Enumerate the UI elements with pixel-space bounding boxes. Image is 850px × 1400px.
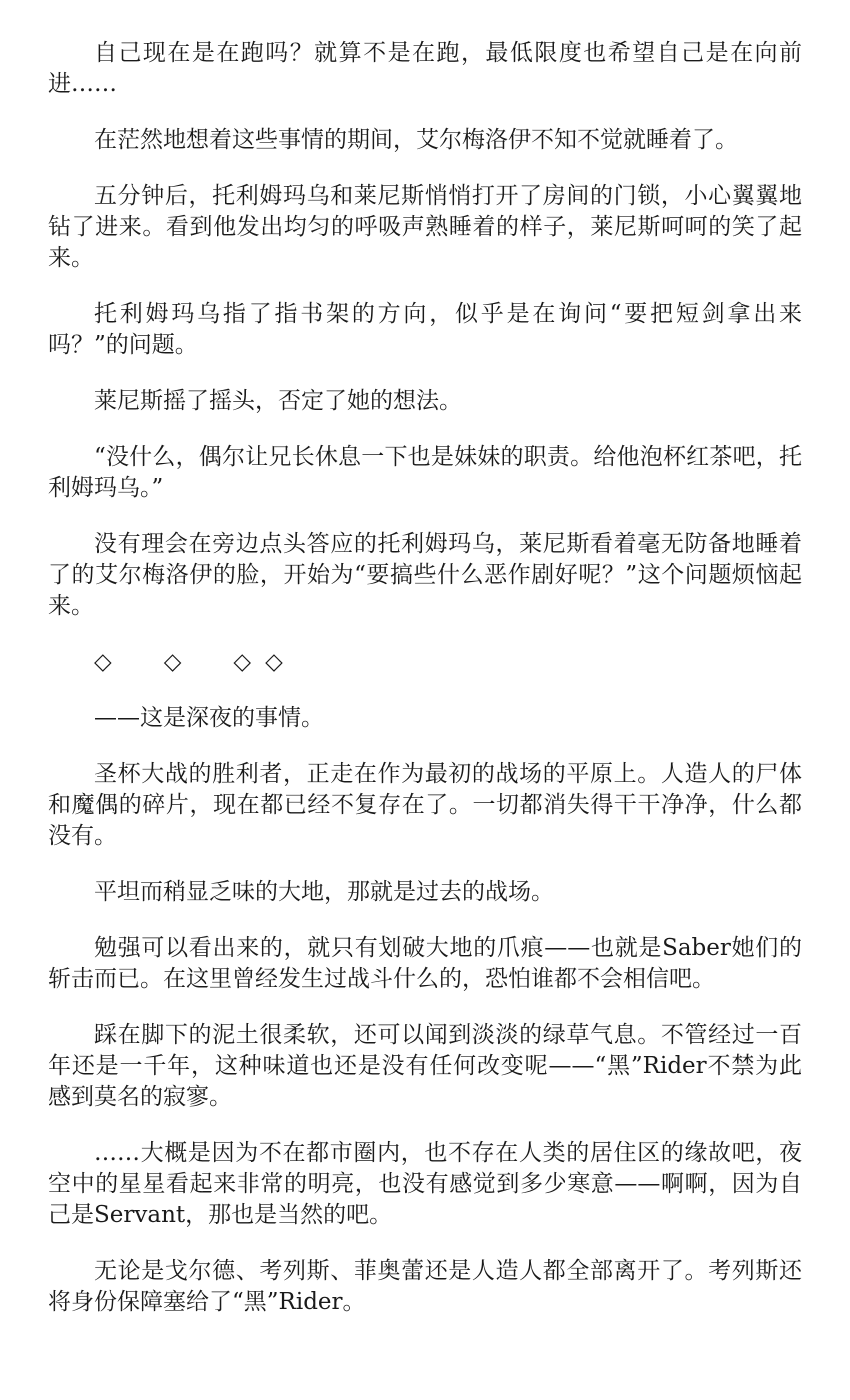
paragraph: 没有理会在旁边点头答应的托利姆玛乌，莱尼斯看着毫无防备地睡着了的艾尔梅洛伊的脸，开始为“要搞些什么恶作剧好呢？”这个问题烦恼起来。 xyxy=(48,531,802,619)
diamond-icon: ◇ xyxy=(265,649,283,675)
diamond-icon: ◇ xyxy=(163,649,182,675)
paragraph: 勉强可以看出来的，就只有划破大地的爪痕——也就是Saber她们的斩击而已。在这里曾经发生过战斗什么的，恐怕谁都不会相信吧。 xyxy=(48,935,802,992)
paragraph: 莱尼斯摇了摇头，否定了她的想法。 xyxy=(94,388,462,414)
paragraph: ——这是深夜的事情。 xyxy=(94,705,324,731)
paragraph: 五分钟后，托利姆玛乌和莱尼斯悄悄打开了房间的门锁，小心翼翼地钻了进来。看到他发出均匀的呼吸声熟睡着的样子，莱尼斯呵呵的笑了起来。 xyxy=(48,183,802,271)
paragraph: 托利姆玛乌指了指书架的方向，似乎是在询问“要把短剑拿出来吗？”的问题。 xyxy=(48,301,802,358)
paragraph: 在茫然地想着这些事情的期间，艾尔梅洛伊不知不觉就睡着了。 xyxy=(94,127,738,153)
paragraph: 圣杯大战的胜利者，正走在作为最初的战场的平原上。人造人的尸体和魔偶的碎片，现在都已经不复存在了。一切都消失得干干净净，什么都没有。 xyxy=(48,761,802,849)
diamond-icon: ◇ xyxy=(94,649,112,675)
paragraph: 无论是戈尔德、考列斯、菲奥蕾还是人造人都全部离开了。考列斯还将身份保障塞给了“黑”Rider。 xyxy=(48,1258,802,1315)
paragraph: 自己现在是在跑吗？就算不是在跑，最低限度也希望自己是在向前进…… xyxy=(48,40,802,97)
scene-break-separator xyxy=(48,647,802,678)
diamond-icon: ◇ xyxy=(233,649,252,675)
paragraph: ……大概是因为不在都市圈内，也不存在人类的居住区的缘故吧，夜空中的星星看起来非常的明亮，也没有感觉到多少寒意——啊啊，因为自己是Servant，那也是当然的吧。 xyxy=(48,1140,802,1228)
document-page xyxy=(48,38,802,1343)
paragraph: 踩在脚下的泥土很柔软，还可以闻到淡淡的绿草气息。不管经过一百年还是一千年，这种味道也还是没有任何改变呢——“黑”Rider不禁为此感到莫名的寂寥。 xyxy=(48,1022,802,1110)
paragraph: 平坦而稍显乏味的大地，那就是过去的战场。 xyxy=(94,879,554,905)
paragraph: “没什么，偶尔让兄长休息一下也是妹妹的职责。给他泡杯红茶吧，托利姆玛乌。” xyxy=(48,444,802,501)
